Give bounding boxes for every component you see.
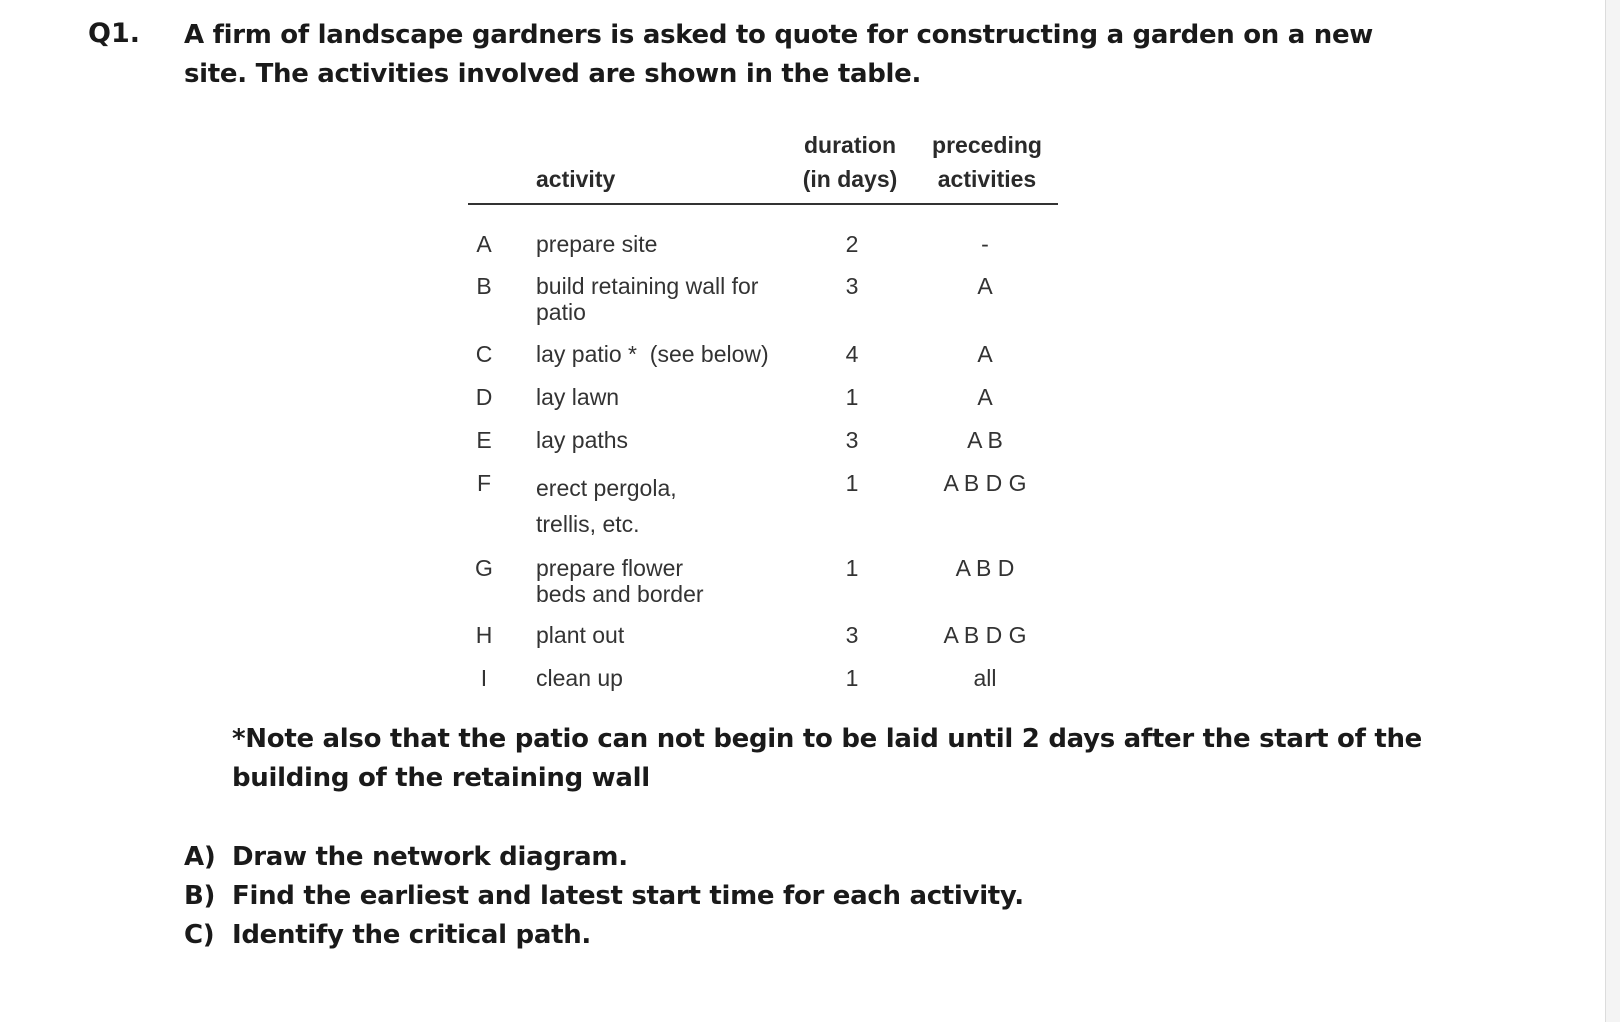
row-d-letter: D [475, 384, 493, 410]
row-e-letter: E [476, 427, 492, 453]
row-a-name: prepare site [536, 231, 658, 257]
header-preceding-line1: preceding [932, 132, 1042, 158]
row-e-name: lay paths [536, 427, 629, 453]
patio-note: *Note also that the patio can not begin to be laid until 2 days after the start of the building of the retaining wall [232, 724, 1423, 793]
part-c [184, 916, 1284, 955]
row-e-duration: 3 [845, 427, 859, 453]
part-a [184, 838, 1284, 877]
row-i-name: clean up [536, 665, 623, 691]
header-duration [790, 128, 910, 196]
vertical-scrollbar[interactable] [1605, 0, 1620, 1022]
row-c-preceding: A [977, 341, 993, 367]
row-e-preceding: A B [967, 427, 1003, 453]
row-g-preceding: A B D [955, 555, 1015, 581]
row-a-letter: A [476, 231, 492, 257]
row-d-duration: 1 [845, 384, 859, 410]
part-b-text: Find the earliest and latest start time for each activity. [232, 881, 1024, 911]
part-a-text: Draw the network diagram. [232, 842, 628, 872]
part-b-label: B) [184, 881, 216, 911]
question-parts [184, 838, 1284, 955]
row-a-preceding: - [981, 231, 989, 257]
part-a-label: A) [184, 842, 216, 872]
row-b-name: build retaining wall for patio [536, 273, 759, 325]
row-h-duration: 3 [845, 622, 859, 648]
part-b [184, 877, 1284, 916]
question-number: Q1. [88, 18, 140, 49]
row-g-duration: 1 [845, 555, 859, 581]
row-c-letter: C [475, 341, 493, 367]
row-d-preceding: A [977, 384, 993, 410]
question-intro: A firm of landscape gardners is asked to quote for constructing a garden on a new site. The activities involved are shown in the table. [184, 20, 1374, 89]
part-c-label: C) [184, 920, 215, 950]
row-f-letter: F [476, 470, 492, 496]
header-rule [468, 203, 1058, 205]
row-b-preceding: A [977, 273, 993, 299]
header-duration-line2: (in days) [802, 166, 898, 192]
row-f-name: erect pergola, trellis, etc. [536, 475, 677, 537]
row-h-preceding: A B D G [943, 622, 1027, 648]
row-g-letter: G [475, 555, 493, 581]
row-h-letter: H [475, 622, 493, 648]
row-f-duration: 1 [845, 470, 859, 496]
row-c-duration: 4 [845, 341, 859, 367]
row-b-letter: B [476, 273, 492, 299]
row-c-name: lay patio * (see below) [536, 341, 769, 367]
header-preceding [922, 128, 1052, 196]
part-c-text: Identify the critical path. [232, 920, 591, 950]
header-preceding-line2: activities [937, 166, 1037, 192]
row-g-name: prepare flower beds and border [536, 555, 704, 607]
row-d-name: lay lawn [536, 384, 620, 410]
row-i-preceding: all [973, 665, 997, 691]
row-a-duration: 2 [845, 231, 859, 257]
header-duration-line1: duration [804, 132, 896, 158]
header-activity: activity [536, 166, 616, 192]
row-i-duration: 1 [845, 665, 859, 691]
row-b-duration: 3 [845, 273, 859, 299]
row-h-name: plant out [536, 622, 625, 648]
row-f-preceding: A B D G [943, 470, 1027, 496]
row-i-letter: I [480, 665, 488, 691]
